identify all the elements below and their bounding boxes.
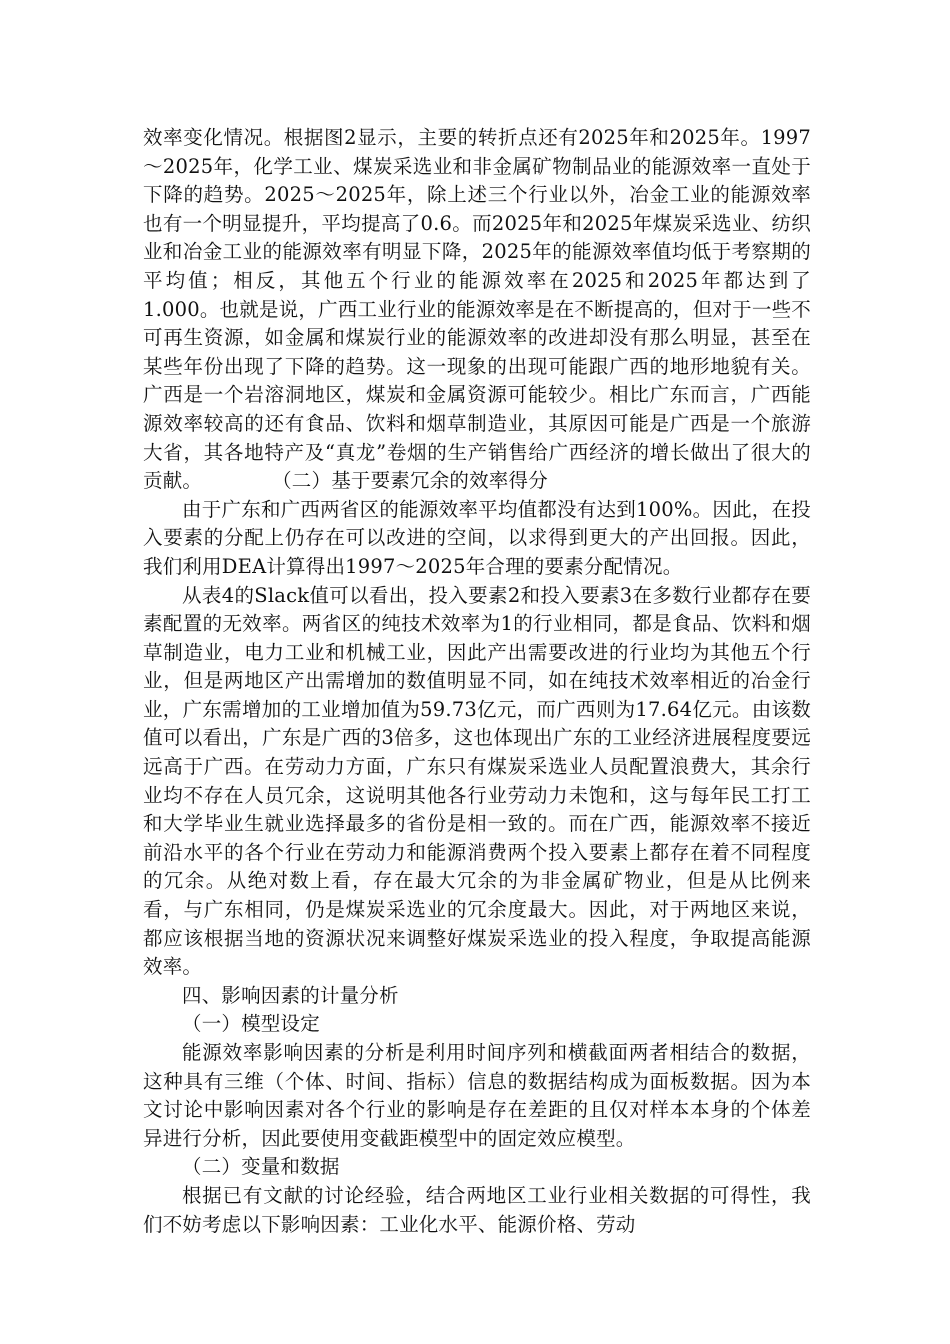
section-heading-factor-redundancy: （二）基于要素冗余的效率得分 [272,469,548,493]
subsection-heading-variables-data: （二）变量和数据 [182,1155,340,1179]
document-body [143,124,811,1239]
paragraph-text: 效率变化情况。根据图2显示，主要的转折点还有2025年和2025年。1997～2025年，化学工业、煤炭采选业和非金属矿物制品业的能源效率一直处于下降的趋势。2025～2025年，除上述三个行业以外，冶金工业的能源效率也有一个明显提升，平均提高了0.6。而2025年和2025年煤炭采选业、纺织业和冶金工业的能源效率有明显下降，2025年的能源效率值均低于考察期的平均值；相反，其他五个行业的能源效率在2025和2025年都达到了1.000。也就是说，广西工业行业的能源效率是在不断提高的，但对于一些不可再生资源，如金属和煤炭行业的能源效率的改进却没有那么明显，甚至在某些年份出现了下降的趋势。这一现象的出现可能跟广西的地形地貌有关。广西是一个岩溶洞地区，煤炭和金属资源可能较少。相比广东而言，广西能源效率较高的还有食品、饮料和烟草制造业，其原因可能是广西是一个旅游大省，其各地特产及“真龙”卷烟的生产销售给广西经济的增长做出了很大的贡献。 [143,126,811,493]
section-heading-econometric-analysis: 四、影响因素的计量分析 [182,983,399,1007]
paragraph-input-allocation: 由于广东和广西两省区的能源效率平均值都没有达到100%。因此，在投入要素的分配上仍存在可以改进的空间，以求得到更大的产出回报。因此，我们利用DEA计算得出1997～2025年合理的要素分配情况。 [143,497,811,578]
paragraph-efficiency-change [143,124,811,496]
paragraph-influencing-factors: 根据已有文献的讨论经验，结合两地区工业行业相关数据的可得性，我们不妨考虑以下影响因素：工业化水平、能源价格、劳动 [143,1183,811,1236]
subsection-heading-model-setup: （一）模型设定 [182,1012,320,1036]
paragraph-panel-data-model: 能源效率影响因素的分析是利用时间序列和横截面两者相结合的数据，这种具有三维（个体、时间、指标）信息的数据结构成为面板数据。因为本文讨论中影响因素对各个行业的影响是存在差距的且仅对样本本身的个体差异进行分析，因此要使用变截距模型中的固定效应模型。 [143,1041,811,1150]
paragraph-slack-analysis: 从表4的Slack值可以看出，投入要素2和投入要素3在多数行业都存在要素配置的无效率。两省区的纯技术效率为1的行业相同，都是食品、饮料和烟草制造业，电力工业和机械工业，因此产出需要改进的行业均为其他五个行业，但是两地区产出需增加的数值明显不同，如在纯技术效率相近的冶金行业，广东需增加的工业增加值为59.73亿元，而广西则为17.64亿元。由该数值可以看出，广东是广西的3倍多，这也体现出广东的工业经济进展程度要远远高于广西。在劳动力方面，广东只有煤炭采选业人员配置浪费大，其余行业均不存在人员冗余，这说明其他各行业劳动力未饱和，这与每年民工打工和大学毕业生就业选择最多的省份是相一致的。而在广西，能源效率不接近前沿水平的各个行业在劳动力和能源消费两个投入要素上都存在着不同程度的冗余。从绝对数上看，存在最大冗余的为非金属矿物业，但是从比例来看，与广东相同，仍是煤炭采选业的冗余度最大。因此，对于两地区来说，都应该根据当地的资源状况来调整好煤炭采选业的投入程度，争取提高能源效率。 [143,583,811,979]
